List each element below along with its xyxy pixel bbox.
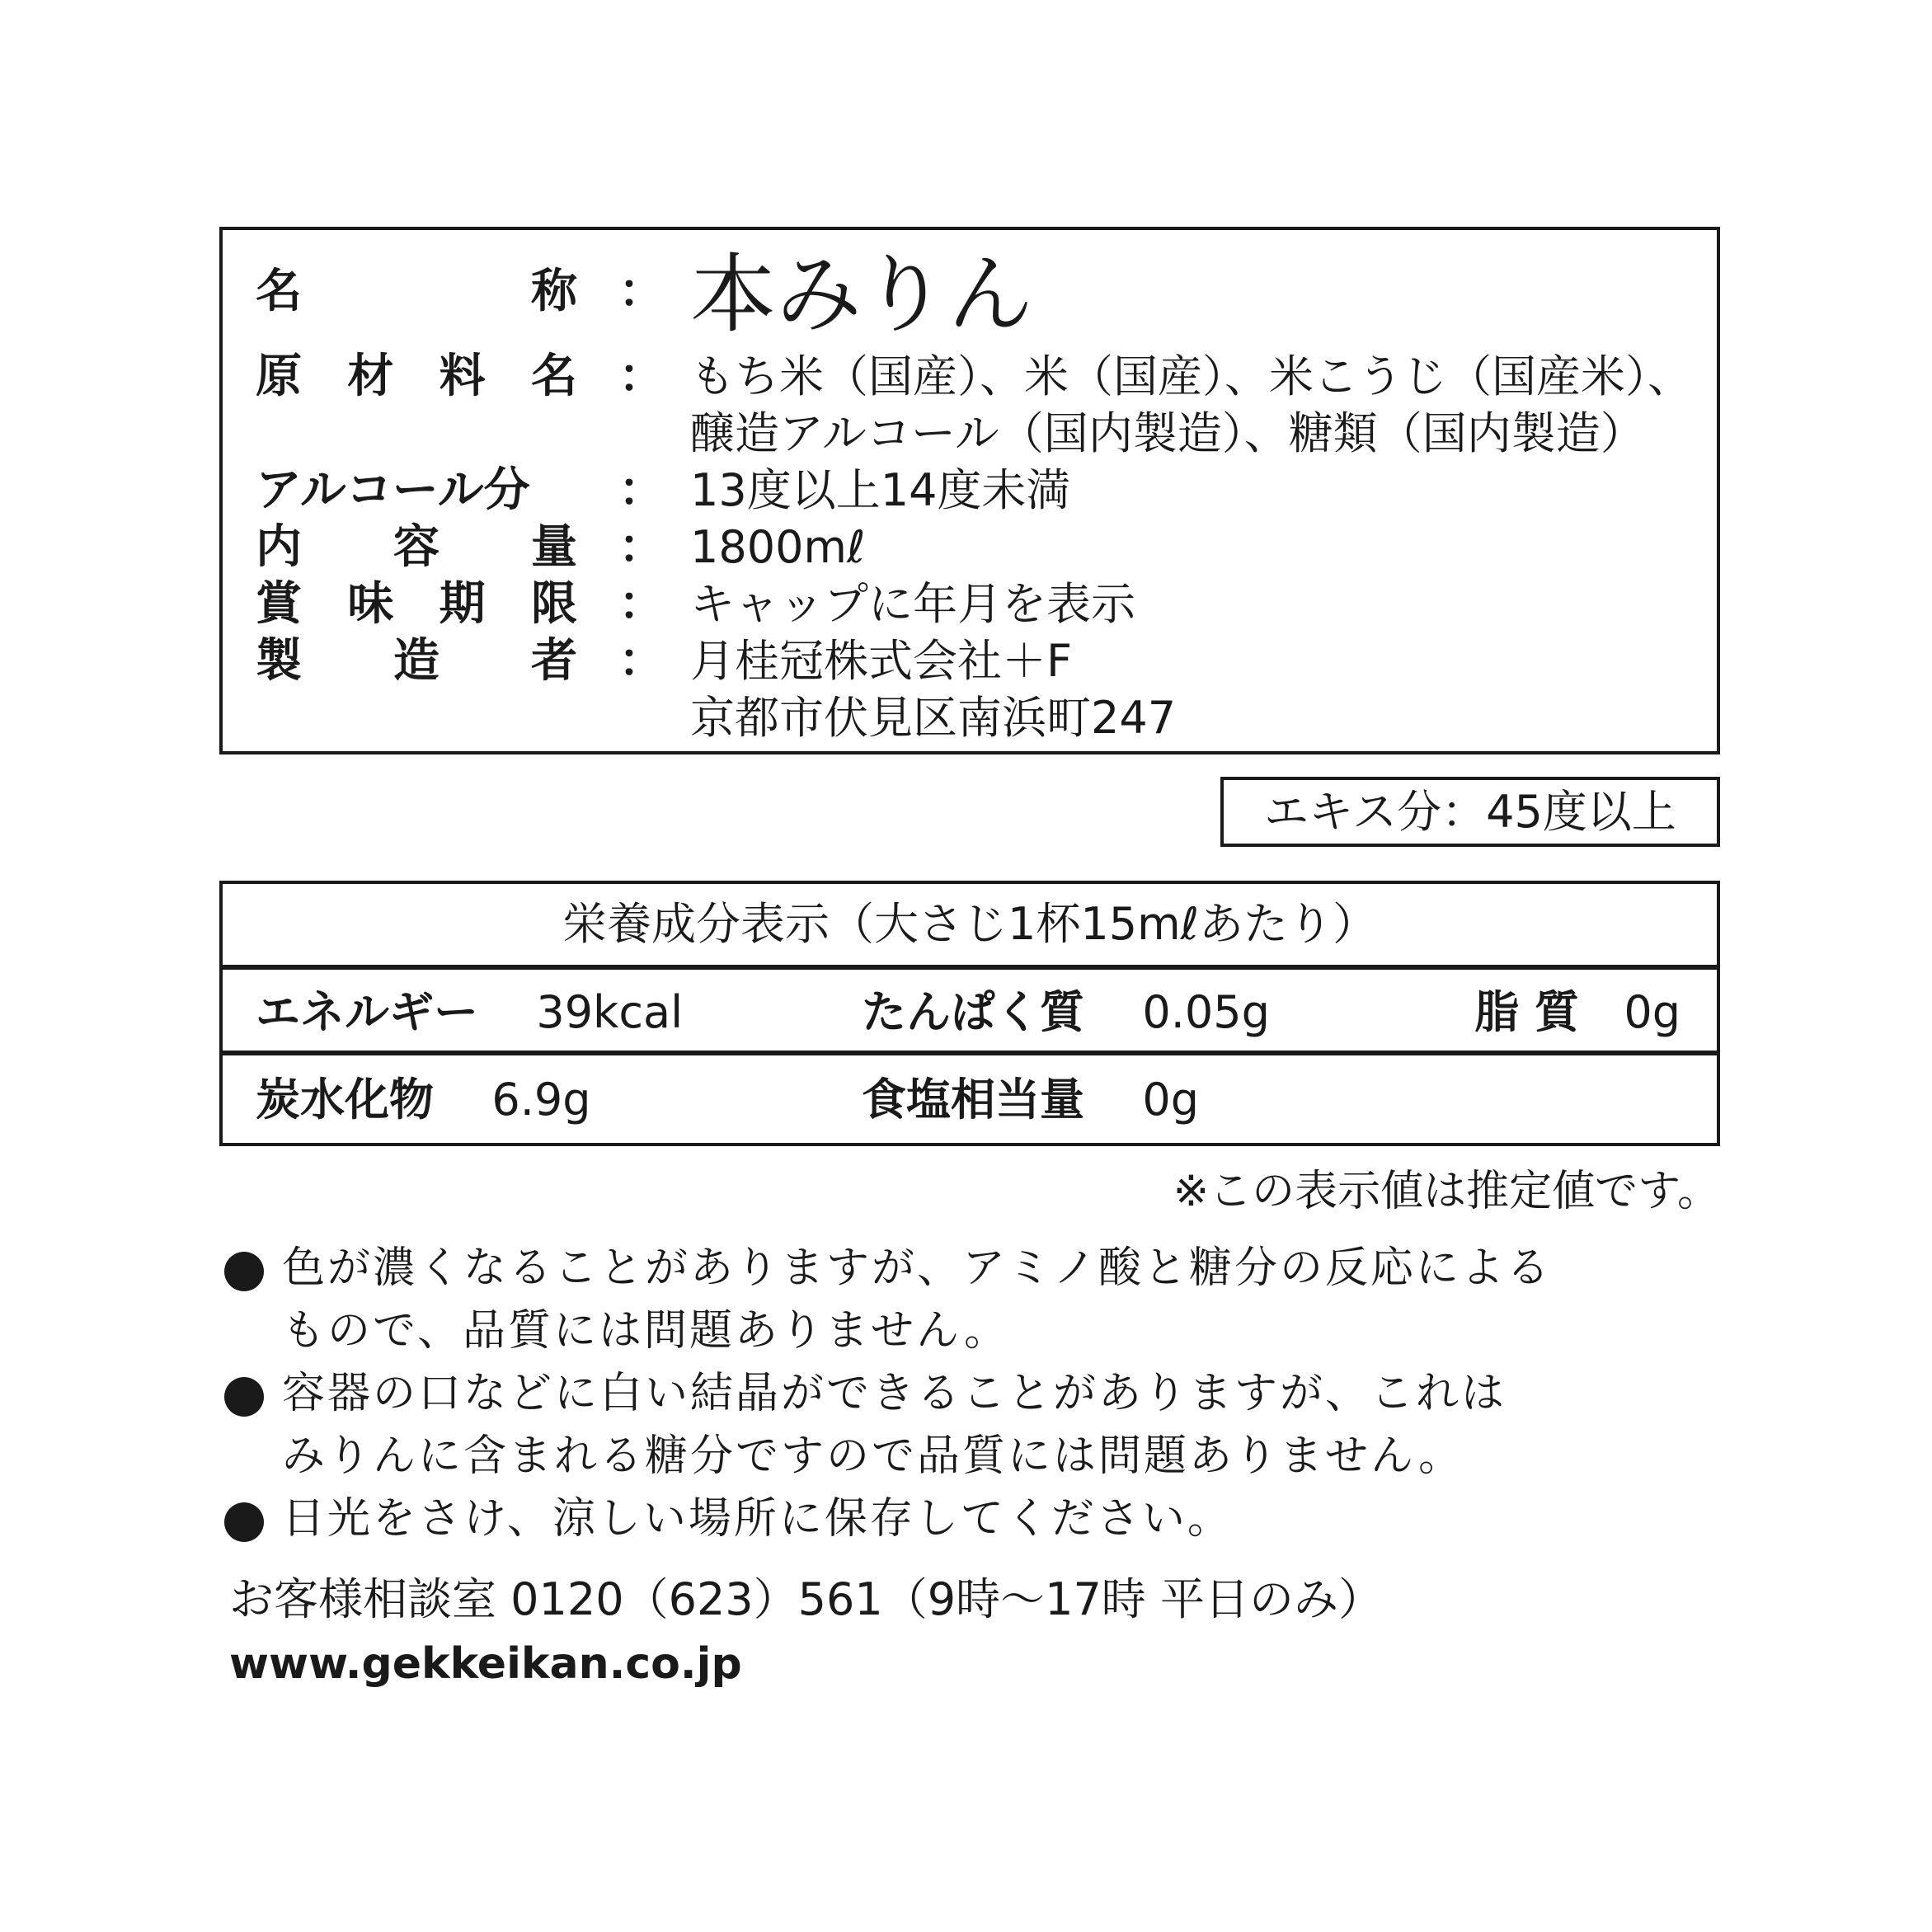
info-row-volume bbox=[223, 519, 1717, 576]
info-row-ingredients bbox=[223, 348, 1717, 406]
caution-note bbox=[224, 1488, 1725, 1550]
manufacturer-line-2: 京都市伏見区南浜町247 bbox=[690, 692, 1177, 744]
manufacturer-line-1: 月桂冠株式会社＋F bbox=[690, 635, 1073, 687]
info-colon: ： bbox=[618, 577, 665, 631]
nutrition-table bbox=[219, 881, 1720, 1146]
info-row-ingredients-cont bbox=[223, 405, 1717, 463]
volume-value: 1800mℓ bbox=[690, 521, 866, 573]
info-label-volume bbox=[256, 519, 577, 576]
nutrition-value: 0g bbox=[1624, 986, 1681, 1038]
info-label-char: 量 bbox=[531, 520, 577, 574]
bullet-icon bbox=[224, 1502, 264, 1542]
alcohol-value: 13度以上14度未満 bbox=[690, 464, 1071, 516]
bullet-icon bbox=[224, 1252, 264, 1291]
product-info-box bbox=[219, 227, 1720, 754]
estimate-note: ※この表示値は推定値です。 bbox=[1173, 1167, 1720, 1216]
nutrition-value: 0.05g bbox=[1142, 986, 1270, 1038]
info-label-char: 賞 bbox=[256, 577, 302, 631]
info-label-char: 期 bbox=[439, 577, 486, 631]
caution-line: もので、品質には問題ありません。 bbox=[282, 1306, 1010, 1356]
info-row-name bbox=[223, 244, 1717, 345]
caution-note bbox=[224, 1362, 1725, 1488]
bullet-icon bbox=[224, 1377, 264, 1417]
ingredients-line-1: もち米（国産）、米（国産）、米こうじ（国産米）、 bbox=[690, 350, 1692, 402]
info-label-manufacturer bbox=[256, 632, 577, 690]
info-label-char: 者 bbox=[531, 634, 577, 688]
info-colon: ： bbox=[618, 520, 665, 574]
nutrition-row bbox=[223, 970, 1717, 1055]
caution-note bbox=[224, 1237, 1725, 1362]
info-row-manufacturer-cont bbox=[223, 689, 1717, 747]
nutrition-label: たんぱく質 bbox=[862, 986, 1084, 1038]
info-label-char: 称 bbox=[531, 265, 577, 318]
nutrition-value: 0g bbox=[1142, 1074, 1199, 1126]
info-label-best-before bbox=[256, 576, 577, 633]
nutrition-label: 食塩相当量 bbox=[862, 1074, 1084, 1126]
caution-line: みりんに含まれる糖分ですので品質には問題ありません。 bbox=[282, 1431, 1464, 1481]
info-label-char: 料 bbox=[439, 350, 486, 403]
info-label-char: 原 bbox=[256, 350, 302, 403]
nutrition-header: 栄養成分表示（大さじ1杯15mℓあたり） bbox=[223, 884, 1717, 970]
nutrition-row bbox=[223, 1057, 1717, 1143]
ingredients-line-2: 醸造アルコール（国内製造）、糖類（国内製造） bbox=[690, 407, 1645, 459]
nutrition-item-energy bbox=[256, 970, 683, 1055]
nutrition-item-salt bbox=[862, 1057, 1199, 1143]
website-link[interactable]: www.gekkeikan.co.jp bbox=[229, 1639, 742, 1689]
info-row-manufacturer bbox=[223, 632, 1717, 690]
info-label-char: 製 bbox=[256, 634, 302, 688]
info-label-char: 材 bbox=[347, 350, 394, 403]
nutrition-item-protein bbox=[862, 970, 1270, 1055]
info-row-best-before bbox=[223, 576, 1717, 633]
info-label-char: 名 bbox=[530, 350, 577, 403]
customer-contact: お客様相談室 0120（623）561（9時〜17時 平日のみ） bbox=[229, 1573, 1383, 1625]
nutrition-item-carbs bbox=[256, 1057, 591, 1143]
info-label-char: 内 bbox=[256, 520, 302, 574]
info-label-name bbox=[256, 263, 577, 321]
info-label-char: 限 bbox=[530, 577, 577, 631]
caution-notes bbox=[224, 1237, 1725, 1550]
info-colon: ： bbox=[618, 265, 665, 318]
info-label-alcohol: アルコール分 bbox=[256, 463, 530, 517]
caution-line: 日光をさけ、涼しい場所に保存してください。 bbox=[282, 1494, 1233, 1544]
info-label-char: 容 bbox=[393, 520, 440, 574]
product-name-value: 本みりん bbox=[690, 244, 1034, 345]
info-label-char: 味 bbox=[347, 577, 394, 631]
info-label-char: 名 bbox=[256, 265, 302, 318]
nutrition-value: 39kcal bbox=[536, 986, 684, 1038]
nutrition-label: エネルギー bbox=[256, 986, 478, 1038]
nutrition-label: 炭水化物 bbox=[256, 1074, 434, 1126]
nutrition-value: 6.9g bbox=[491, 1074, 591, 1126]
best-before-value: キャップに年月を表示 bbox=[690, 578, 1135, 630]
info-row-alcohol bbox=[223, 462, 1717, 519]
nutrition-label: 脂 質 bbox=[1474, 986, 1580, 1038]
nutrition-item-fat bbox=[1474, 970, 1681, 1055]
caution-line: 容器の口などに白い結晶ができることがありますが、これは bbox=[282, 1369, 1507, 1418]
extract-badge: エキス分：45度以上 bbox=[1220, 777, 1720, 847]
info-label-char: 造 bbox=[393, 634, 440, 688]
caution-line: 色が濃くなることがありますが、アミノ酸と糖分の反応による bbox=[282, 1243, 1553, 1293]
info-colon: ： bbox=[618, 634, 665, 688]
info-colon: ： bbox=[618, 463, 665, 517]
info-label-ingredients bbox=[256, 348, 577, 406]
info-colon: ： bbox=[618, 350, 665, 403]
